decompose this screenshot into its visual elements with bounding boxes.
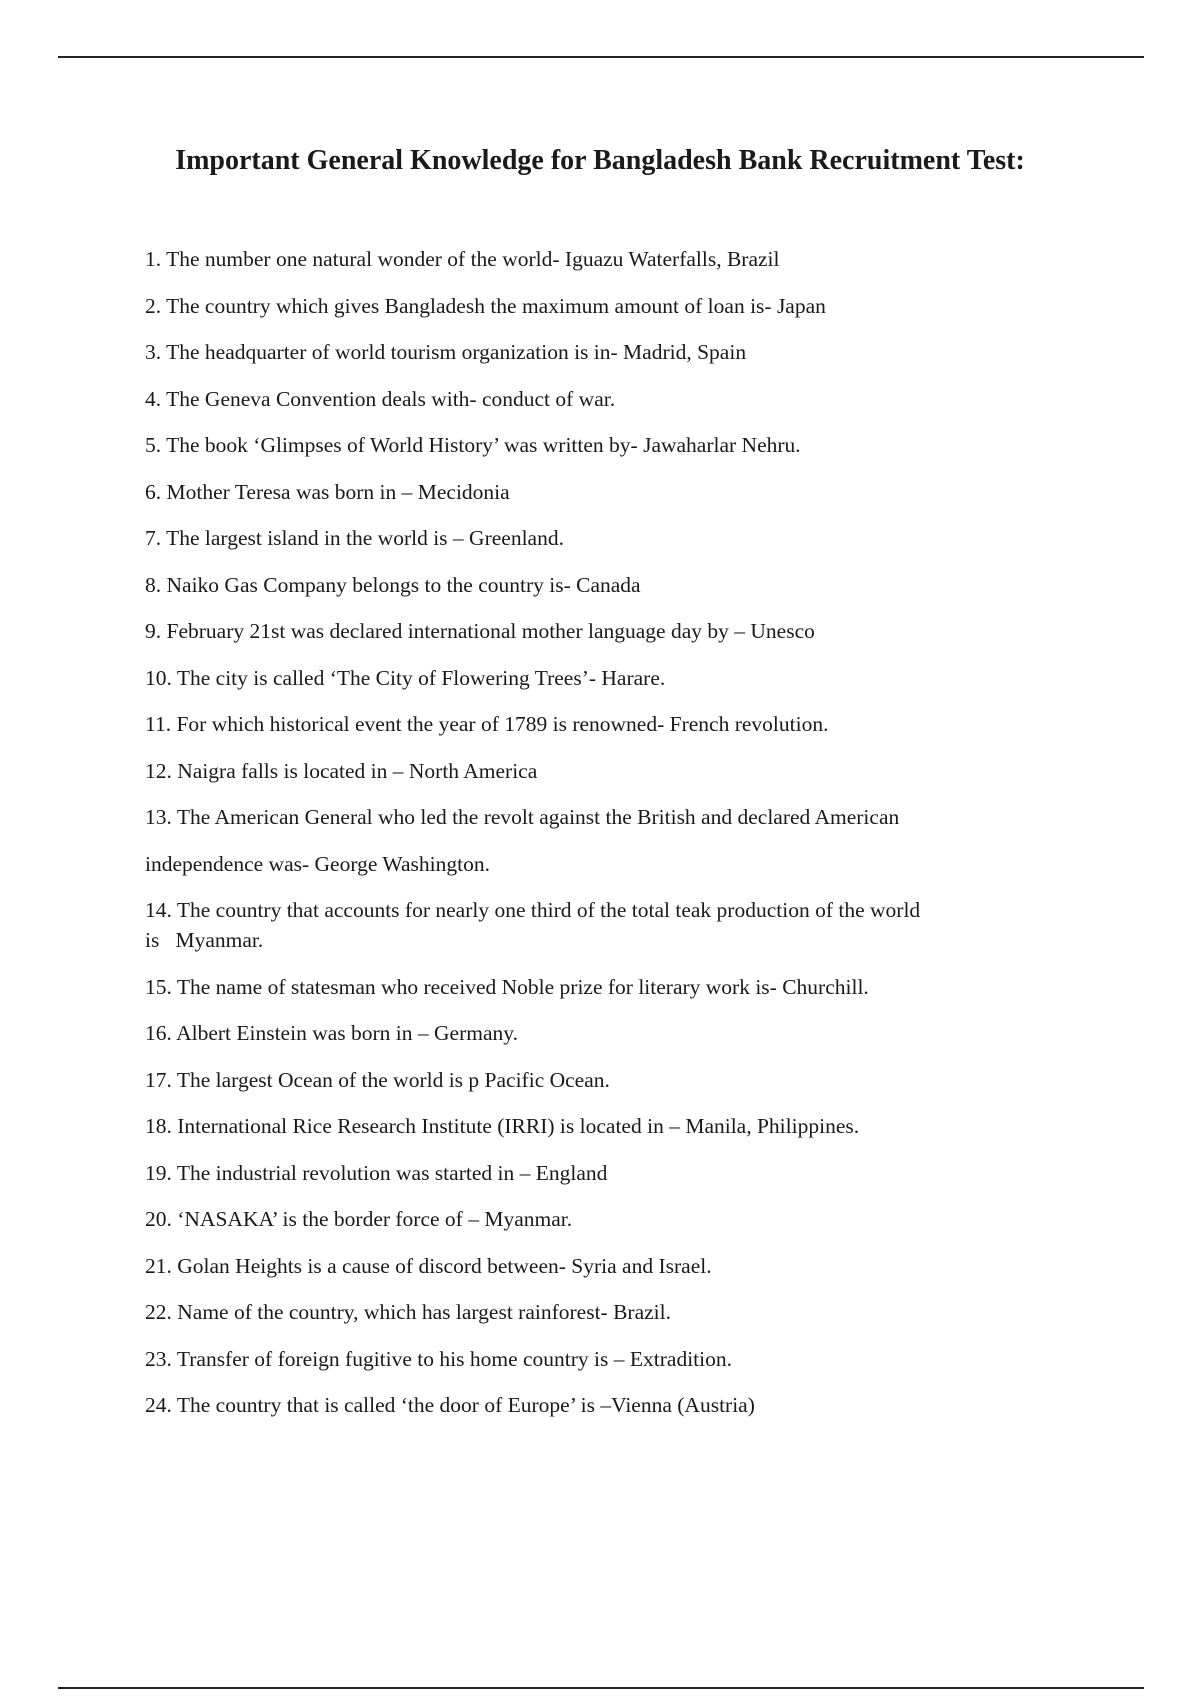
bottom-divider <box>58 1687 1144 1689</box>
list-item <box>145 1018 1045 1048</box>
list-item <box>145 1390 1045 1420</box>
list-item <box>145 663 1045 693</box>
list-item <box>145 972 1045 1002</box>
item-text: 12. Naigra falls is located in – North America <box>145 758 538 783</box>
item-text: 19. The industrial revolution was started in – England <box>145 1160 608 1185</box>
item-text: 2. The country which gives Bangladesh the maximum amount of loan is- Japan <box>145 293 826 318</box>
item-text: 3. The headquarter of world tourism organization is in- Madrid, Spain <box>145 340 747 364</box>
item-text: 15. The name of statesman who received Noble prize for literary work is- Churchill. <box>145 974 869 999</box>
item-text: 5. The book ‘Glimpses of World History’ was written by- Jawaharlar Nehru. <box>145 433 801 457</box>
list-item <box>145 709 1045 739</box>
list-item <box>145 802 1045 879</box>
item-text: 23. Transfer of foreign fugitive to his home country is – Extradition. <box>145 1346 732 1371</box>
list-item <box>145 384 1045 414</box>
list-item <box>145 1204 1045 1234</box>
top-divider <box>58 56 1144 58</box>
document-title: Important General Knowledge for Bangladesh Bank Recruitment Test: <box>175 145 1025 176</box>
item-text: 22. Name of the country, which has largest rainforest- Brazil. <box>145 1300 671 1324</box>
list-item <box>145 570 1045 600</box>
list-item <box>145 1251 1045 1281</box>
list-item <box>145 1111 1045 1141</box>
item-text-continuation: independence was- George Washington. <box>145 851 490 876</box>
item-text: 14. The country that accounts for nearly one third of the total teak production of the world <box>145 898 921 922</box>
item-text: 13. The American General who led the revolt against the British and declared American <box>145 805 900 829</box>
question-list <box>145 244 1045 1437</box>
list-item <box>145 1065 1045 1095</box>
list-item <box>145 616 1045 646</box>
list-item <box>145 1344 1045 1374</box>
list-item <box>145 756 1045 786</box>
item-text: 4. The Geneva Convention deals with- conduct of war. <box>145 386 616 411</box>
item-text: 16. Albert Einstein was born in – Germany. <box>145 1021 518 1045</box>
item-text: 11. For which historical event the year of 1789 is renowned- French revolution. <box>145 712 829 736</box>
list-item <box>145 523 1045 553</box>
item-text: 6. Mother Teresa was born in – Mecidonia <box>145 479 510 504</box>
item-text: 10. The city is called ‘The City of Flowering Trees’- Harare. <box>145 665 666 690</box>
list-item <box>145 1158 1045 1188</box>
item-text: 17. The largest Ocean of the world is p Pacific Ocean. <box>145 1067 610 1092</box>
item-text-continuation: is Myanmar. <box>145 928 264 952</box>
list-item <box>145 337 1045 367</box>
item-text: 20. ‘NASAKA’ is the border force of – Myanmar. <box>145 1207 573 1231</box>
item-text: 9. February 21st was declared international mother language day by – Unesco <box>145 619 815 643</box>
item-text: 7. The largest island in the world is – Greenland. <box>145 526 564 550</box>
list-item <box>145 895 1045 955</box>
item-text: 24. The country that is called ‘the door of Europe’ is –Vienna (Austria) <box>145 1393 755 1417</box>
item-text: 8. Naiko Gas Company belongs to the country is- Canada <box>145 572 641 597</box>
list-item <box>145 430 1045 460</box>
list-item <box>145 477 1045 507</box>
list-item <box>145 1297 1045 1327</box>
item-text: 18. International Rice Research Institute (IRRI) is located in – Manila, Philippines. <box>145 1114 860 1138</box>
item-text: 21. Golan Heights is a cause of discord between- Syria and Israel. <box>145 1253 712 1278</box>
list-item <box>145 291 1045 321</box>
list-item <box>145 244 1045 274</box>
item-text: 1. The number one natural wonder of the world- Iguazu Waterfalls, Brazil <box>145 247 780 271</box>
